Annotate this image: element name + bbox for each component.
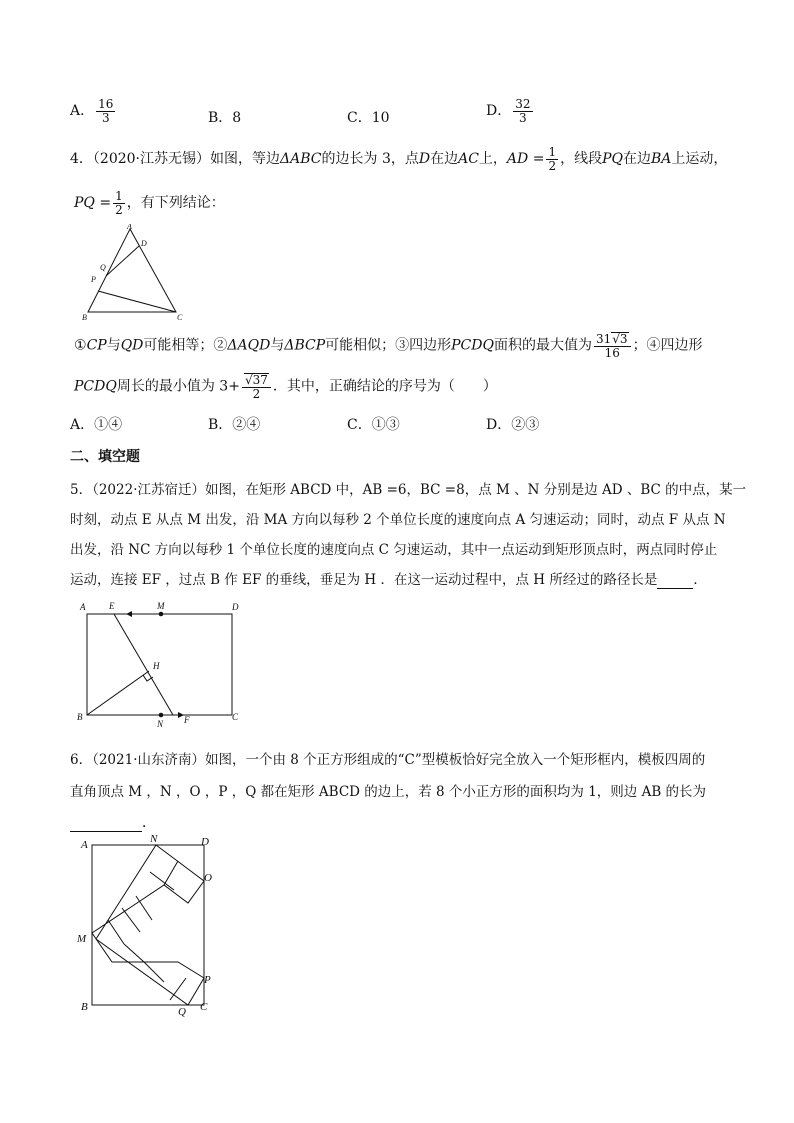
q5-line1: 5．（2022·江苏宿迁）如图，在矩形 ABCD 中，AB =6，BC =8，点 M 、N 分别是边 AD 、BC 的中点，某一 <box>70 482 747 498</box>
label-p: P <box>91 275 96 284</box>
q4-triangle-figure <box>80 224 190 324</box>
label-d: D <box>141 239 147 248</box>
label-c: C <box>232 712 239 722</box>
fraction: $\frac{32}{3}$ <box>515 97 531 125</box>
label-p: P <box>204 974 211 986</box>
label-d: D <box>232 602 239 612</box>
q5-line2: 时刻，动点 E 从点 M 出发，沿 MA 方向以每秒 2 个单位长度的速度向点 A 匀速运动；同时，动点 F 从点 N <box>70 512 726 528</box>
label-b: B <box>82 313 87 322</box>
label-d: D <box>201 836 209 848</box>
q6-line1: 6．（2021·山东济南）如图，一个由 8 个正方形组成的“C”型模板恰好完全放入一个矩形框内，模板四周的 <box>70 752 706 768</box>
q4-stem-line1: 4．（2020·江苏无锡）如图，等边ΔABC的边长为 3，点D在边AC上，AD = $\frac{1}{2}$ ，线段PQ在边BA上运动， <box>70 145 728 173</box>
fraction: $\frac{√37}{2}$ <box>242 373 271 400</box>
q4-option-b[interactable]: B．②④ <box>208 417 261 433</box>
label-a: A <box>127 224 132 231</box>
q4-conclusions-line1: ①CP与QD可能相等；②ΔAQD与ΔBCP可能相似；③四边形PCDQ面积的最大值为 $\frac{31√3}{16}$ ；④四边形 <box>74 332 703 360</box>
q4-option-d[interactable]: D．②③ <box>486 417 540 433</box>
q5-rectangle-figure <box>74 598 254 728</box>
q6-line3: ． <box>70 812 156 832</box>
q3-option-c[interactable] <box>347 107 390 127</box>
answer-blank[interactable] <box>657 572 693 589</box>
label-a: A <box>81 839 88 851</box>
label-n: N <box>150 833 158 845</box>
option-value: 8 <box>232 110 242 126</box>
label-b: B <box>81 1001 88 1013</box>
option-value: 10 <box>371 110 390 126</box>
fraction: $\frac{16}{3}$ <box>98 97 114 125</box>
label-m: M <box>77 933 87 945</box>
option-letter: B． <box>208 110 233 126</box>
q5-line4: 运动，连接 EF ，过点 B 作 EF 的垂线，垂足为 H ．在这一运动过程中，点 H 所经过的路径长是 ． <box>70 572 707 588</box>
q5-line3: 出发，沿 NC 方向以每秒 1 个单位长度的速度向点 C 匀速运动，其中一点运动到矩形顶点时，两点同时停止 <box>70 542 718 558</box>
q3-option-a[interactable] <box>70 98 117 124</box>
option-letter: A． <box>70 103 95 120</box>
q4-conclusions-line2: PCDQ周长的最小值为 3+ $\frac{√37}{2}$ ．其中，正确结论的序号为（ ） <box>74 373 497 401</box>
label-q: Q <box>178 1006 186 1017</box>
label-e: E <box>109 601 115 611</box>
fraction: $\frac{1}{2}$ <box>115 189 123 217</box>
q4-option-a[interactable]: A．①④ <box>70 417 123 433</box>
label-o: O <box>204 872 212 884</box>
label-n: N <box>157 719 164 728</box>
q4-option-c[interactable]: C．①③ <box>347 417 400 433</box>
option-letter: C． <box>347 110 372 126</box>
label-f: F <box>184 715 190 725</box>
q3-option-b[interactable] <box>208 107 241 127</box>
label-b: B <box>77 712 83 722</box>
section-heading: 二、填空题 <box>70 449 140 465</box>
q4-stem-line2: PQ = $\frac{1}{2}$ ，有下列结论： <box>74 189 225 217</box>
option-letter: D． <box>486 103 512 120</box>
label-c: C <box>200 1001 208 1013</box>
answer-blank[interactable] <box>70 815 142 832</box>
label-q: Q <box>100 263 106 272</box>
q3-option-d[interactable] <box>486 98 535 124</box>
label-h: H <box>153 661 160 671</box>
q6-c-template-figure <box>74 832 224 1017</box>
fraction: $\frac{1}{2}$ <box>548 145 557 173</box>
label-a: A <box>80 602 86 612</box>
label-m: M <box>157 601 165 611</box>
label-c: C <box>177 313 183 322</box>
fraction: $\frac{31√3}{16}$ <box>594 332 631 359</box>
q6-line2: 直角顶点 M ，N ，O ，P ，Q 都在矩形 ABCD 的边上，若 8 个小正方形的面积均为 1，则边 AB 的长为 <box>70 784 707 800</box>
